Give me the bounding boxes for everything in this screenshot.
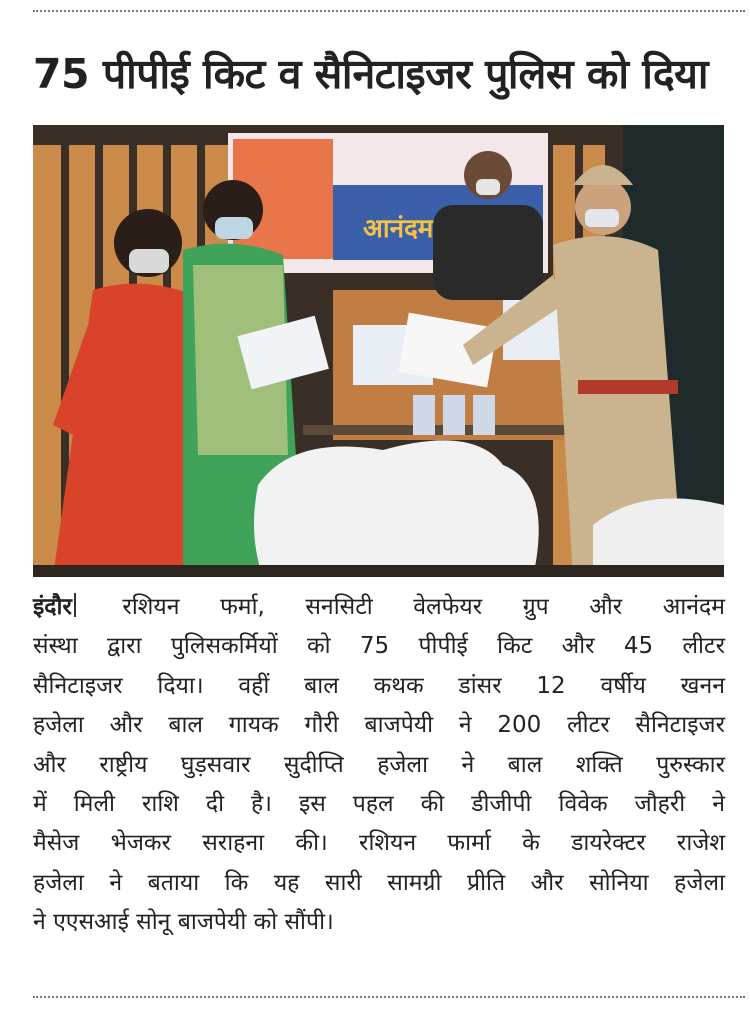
article-line: हजेला ने बताया कि यह सारी सामग्री प्रीति और सोनिया हजेला	[33, 869, 725, 896]
article-line: हजेला और बाल गायक गौरी बाजपेयी ने 200 लीटर सैनिटाइजर	[33, 712, 725, 739]
dateline: इंदौर	[33, 594, 72, 620]
top-dotted-rule	[33, 10, 745, 12]
article-line: सैनिटाइजर दिया। वहीं बाल कथक डांसर 12 वर्षीय खनन	[33, 672, 725, 699]
article-body	[33, 588, 725, 943]
photo-icon	[33, 125, 724, 577]
article-line: संस्था द्वारा पुलिसकर्मियों को 75 पीपीई किट और 45 लीटर	[33, 633, 725, 660]
banner-text: आनंदम	[363, 214, 434, 244]
article-line: में मिली राशि दी है। इस पहल की डीजीपी विवेक जौहरी ने	[33, 791, 725, 818]
article-line: इंदौर रशियन फर्मा, सनसिटी वेलफेयर ग्रुप और आनंदम	[33, 594, 725, 620]
article-line: और राष्ट्रीय घुड़सवार सुदीप्ति हजेला ने बाल शक्ति पुरुस्कार	[33, 751, 725, 778]
article-line: मैसेज भेजकर सराहना की। रशियन फार्मा के डायरेक्टर राजेश	[33, 830, 725, 857]
news-photo	[33, 125, 724, 577]
article-line: ने एएसआई सोनू बाजपेयी को सौंपी।	[33, 909, 334, 936]
headline: 75 पीपीई किट व सैनिटाइजर पुलिस को दिया	[33, 50, 708, 98]
dateline-separator	[74, 593, 76, 617]
bottom-dotted-rule	[33, 996, 745, 998]
